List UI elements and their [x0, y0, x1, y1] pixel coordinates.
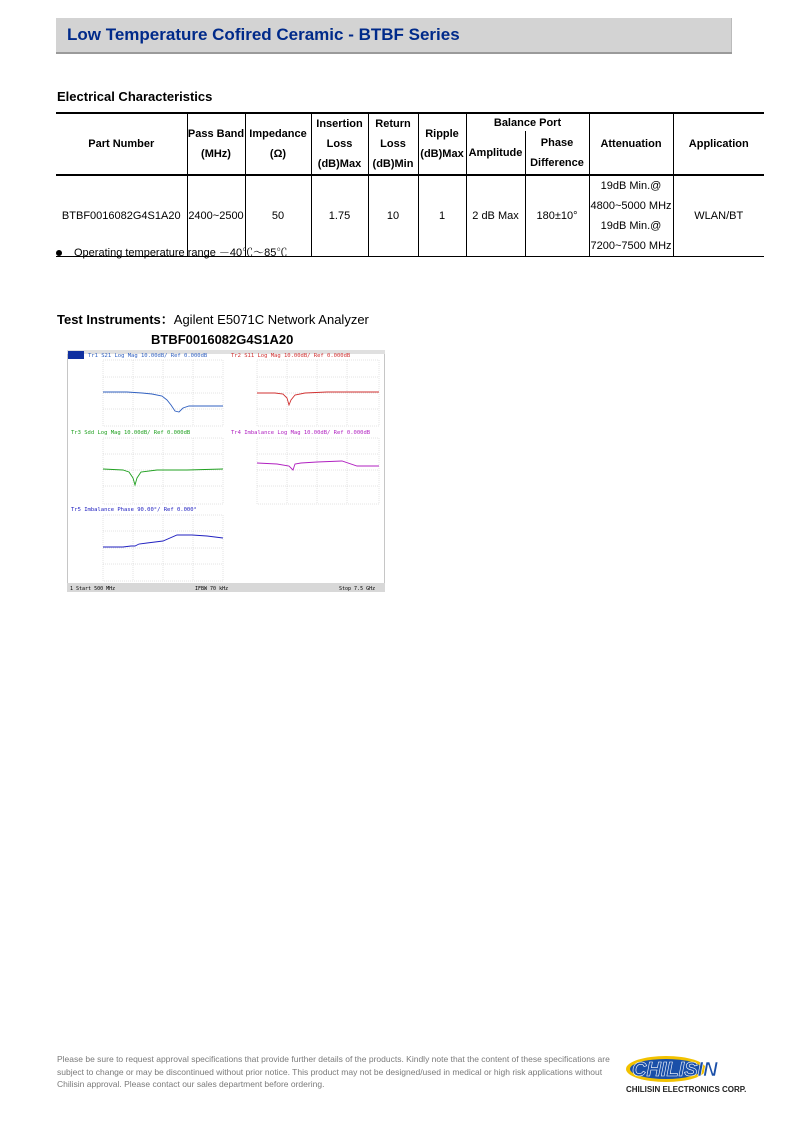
tr1-label: Tr1 S21 Log Mag 10.00dB/ Ref 0.000dB — [88, 353, 208, 359]
ifbw-readout: IFBW 70 kHz — [195, 586, 229, 592]
header-amplitude: Amplitude — [466, 131, 525, 175]
network-analyzer-screenshot — [67, 350, 385, 592]
cell-insertion-loss: 1.75 — [311, 175, 368, 257]
tr4-label: Tr4 Imbalance Log Mag 10.00dB/ Ref 0.000dB — [231, 430, 371, 436]
tr5-label: Tr5 Imbalance Phase 90.00°/ Ref 0.000° — [71, 507, 197, 513]
company-name: CHILISIN ELECTRONICS CORP. — [626, 1085, 747, 1094]
test-instruments-value: Agilent E5071C Network Analyzer — [173, 312, 369, 327]
page-header — [56, 18, 732, 52]
header-part-number: Part Number — [56, 113, 187, 175]
bullet-icon — [56, 250, 62, 256]
header-pass-band: Pass Band (MHz) — [187, 113, 245, 175]
cell-phase-difference: 180±10° — [525, 175, 589, 257]
sweep-stop: Stop 7.5 GHz — [339, 586, 376, 592]
header-impedance: Impedance (Ω) — [245, 113, 311, 175]
temperature-note-text: Operating temperature range －40℃～85℃ — [74, 247, 288, 259]
header-insertion-loss: Insertion Loss (dB)Max — [311, 113, 368, 175]
cell-return-loss: 10 — [368, 175, 418, 257]
header-return-loss: Return Loss (dB)Min — [368, 113, 418, 175]
cell-application: WLAN/BT — [673, 175, 764, 257]
test-instruments — [57, 309, 369, 328]
active-trace-indicator — [68, 351, 84, 359]
cell-attenuation: 19dB Min.@ 4800~5000 MHz 19dB Min.@ 7200~7500 MHz — [589, 175, 673, 257]
cell-impedance: 50 — [245, 175, 311, 257]
cell-amplitude: 2 dB Max — [466, 175, 525, 257]
logo-wordmark: CHILISIN — [632, 1059, 718, 1081]
chart-title: BTBF0016082G4S1A20 — [151, 332, 294, 347]
header-application: Application — [673, 113, 764, 175]
header-ripple: Ripple (dB)Max — [418, 113, 466, 175]
section-title: Electrical Characteristics — [57, 89, 213, 104]
temperature-note — [56, 244, 287, 260]
cell-ripple: 1 — [418, 175, 466, 257]
electrical-characteristics-table — [56, 112, 764, 257]
tr3-label: Tr3 Sdd Log Mag 10.00dB/ Ref 0.000dB — [71, 430, 191, 436]
page-title: Low Temperature Cofired Ceramic - BTBF Series — [67, 25, 460, 44]
header-attenuation: Attenuation — [589, 113, 673, 175]
header-balance-port: Balance Port — [466, 113, 589, 131]
cell-pass-band: 2400~2500 — [187, 175, 245, 257]
sweep-start: 1 Start 500 MHz — [70, 586, 116, 592]
cell-part-number: BTBF0016082G4S1A20 — [56, 175, 187, 257]
header-phase-difference: Phase Difference — [525, 131, 589, 175]
header-underline — [56, 52, 732, 54]
footer-disclaimer: Please be sure to request approval specifications that provide further details of the products. Kindly note that the content of these specifications are subject to change or may be discontinued without prior notice. This product may not be designed/used in medical or high risk applications without Chilisin approval. Please contact our sales department before ordering. — [57, 1054, 610, 1089]
test-instruments-label: Test Instruments： — [57, 312, 174, 327]
tr2-label: Tr2 S11 Log Mag 10.00dB/ Ref 0.000dB — [231, 353, 351, 359]
